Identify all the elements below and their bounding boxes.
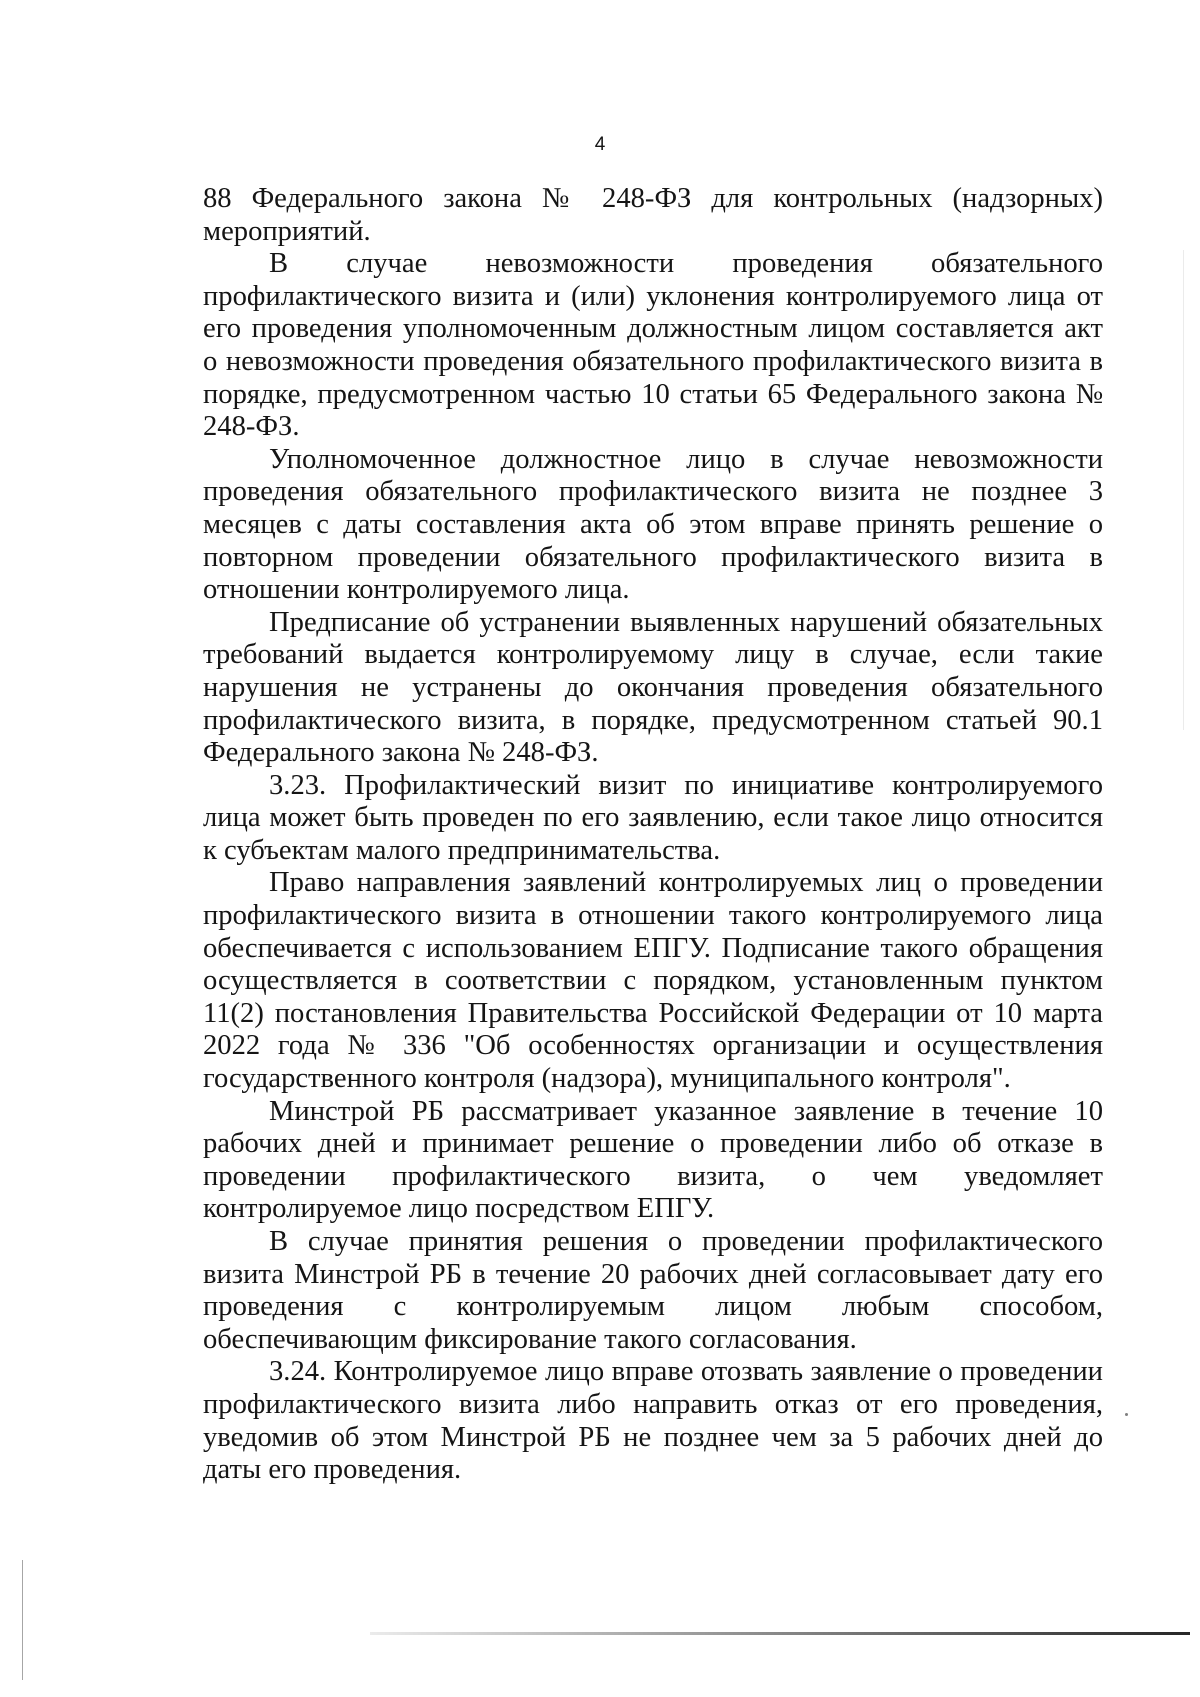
paragraph-3-23: 3.23. Профилактический визит по инициативе контролируемого лица может быть проведен по его заявлению, если такое лицо относится к субъектам малого предпринимательства. xyxy=(203,769,1103,866)
paragraph-review: Минстрой РБ рассматривает указанное заявление в течение 10 рабочих дней и принимает решение о проведении либо об отказе в проведении профилактического визита, о чем уведомляет контролируемое лицо посредством ЕПГУ. xyxy=(203,1095,1103,1225)
scan-artifact-right-edge xyxy=(1183,250,1184,730)
scan-artifact-speck xyxy=(1125,1413,1128,1416)
paragraph-application-right: Право направления заявлений контролируемых лиц о проведении профилактического визита в отношении такого контролируемого лица обеспечивается с использованием ЕПГУ. Подписание такого обращения осуществляется в соответствии с порядком, установленным пунктом 11(2) постановления Правительства Российской Федерации от 10 марта 2022 года № 336 "Об особенностях организации и осуществления государственного контроля (надзора), муниципального контроля". xyxy=(203,867,1103,1095)
paragraph-repeat-visit: Уполномоченное должностное лицо в случае невозможности проведения обязательного профилактического визита не позднее 3 месяцев с даты составления акта об этом вправе принять решение о повторном проведении обязательного профилактического визита в отношении контролируемого лица. xyxy=(203,443,1103,606)
paragraph-date-agreement: В случае принятия решения о проведении профилактического визита Минстрой РБ в течение 20 рабочих дней согласовывает дату его проведения с контролируемым лицом любым способом, обеспечивающим фиксирование такого согласования. xyxy=(203,1226,1103,1355)
document-body xyxy=(203,183,1103,1487)
paragraph-3-24: 3.24. Контролируемое лицо вправе отозвать заявление о проведении профилактического визита либо направить отказ от его проведения, уведомив об этом Минстрой РБ не позднее чем за 5 рабочих дней до даты его проведения. xyxy=(203,1356,1103,1486)
paragraph-prescription: Предписание об устранении выявленных нарушений обязательных требований выдается контролируемому лицу в случае, если такие нарушения не устранены до окончания проведения обязательного профилактического визита, в порядке, предусмотренном статьей 90.1 Федерального закона № 248-ФЗ. xyxy=(203,606,1103,769)
scan-artifact-left-edge xyxy=(22,1560,23,1680)
paragraph-inability-act: В случае невозможности проведения обязательного профилактического визита и (или) уклонения контролируемого лица от его проведения уполномоченным должностным лицом составляется акт о невозможности проведения обязательного профилактического визита в порядке, предусмотренном частью 10 статьи 65 Федерального закона № 248-ФЗ. xyxy=(203,248,1103,443)
paragraph-continuation: 88 Федерального закона № 248-ФЗ для контрольных (надзорных) мероприятий. xyxy=(203,183,1103,247)
scan-artifact-bottom-line xyxy=(370,1632,1190,1635)
page-number: 4 xyxy=(594,134,606,155)
